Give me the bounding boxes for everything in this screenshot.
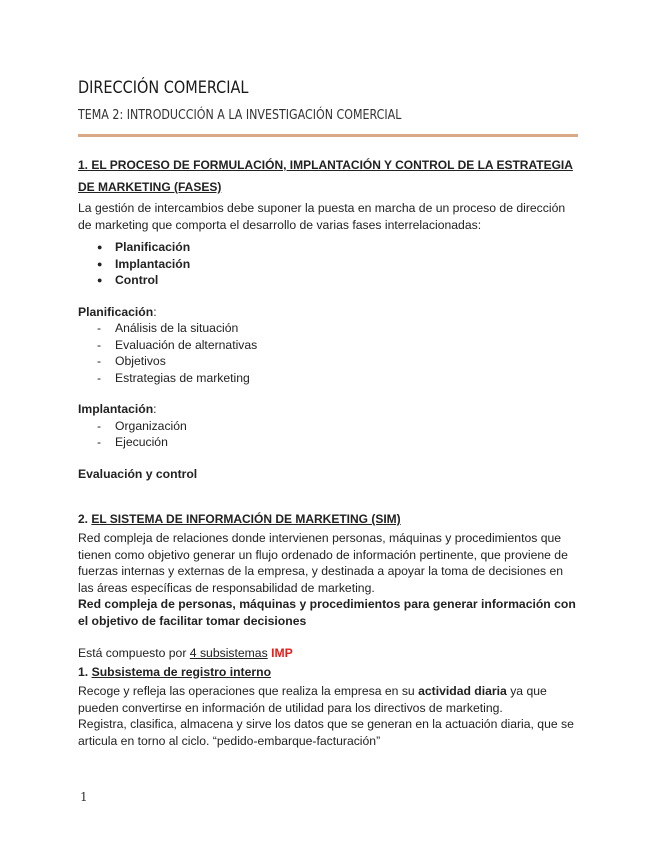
section-1-intro: La gestión de intercambios debe suponer la puesta en marcha de un proceso de dirección de marketing que comporta el desarrollo de varias fases interrelacionadas: [78,201,566,232]
document-subtitle: TEMA 2: INTRODUCCIÓN A LA INVESTIGACIÓN COMERCIAL [78,107,402,123]
document-body [78,154,578,749]
sim-definition: Red compleja de relaciones donde intervienen personas, máquinas y procedimientos que tienen como objetivo generar un flujo ordenado de información pertinente, que proviene de fuerzas internas y externas de la empresa, y destinada a apoyar la toma de decisiones en las áreas específicas de responsabilidad de marketing. [78,531,568,595]
implantacion-list [78,418,578,451]
subsystems-intro: Está compuesto por 4 subsistemas IMP [78,646,293,660]
document-title: DIRECCIÓN COMERCIAL [78,78,249,98]
list-item: - Análisis de la situación [78,320,578,337]
sim-summary: Red compleja de personas, máquinas y procedimientos para generar información con el objetivo de facilitar tomar decisiones [78,597,576,628]
section-1-heading: 1. EL PROCESO DE FORMULACIÓN, IMPLANTACIÓN Y CONTROL DE LA ESTRATEGIA DE MARKETING (FASES) [78,158,573,194]
list-item: - Estrategias de marketing [78,370,578,387]
subsystem-1-detail: Registra, clasifica, almacena y sirve los datos que se generan en la actuación diaria, que se articula en torno al ciclo. “pedido-embarque-facturación” [78,717,574,748]
planificacion-label: Planificación: [78,304,157,319]
list-item: - Ejecución [78,434,578,451]
page-number: 1 [80,790,88,804]
subsystem-1-heading: 1. Subsistema de registro interno [78,664,272,679]
header-divider [78,134,578,137]
phases-list [78,239,578,289]
list-item: ● Planificación [78,239,578,256]
list-item: - Evaluación de alternativas [78,337,578,354]
list-item: ● Implantación [78,256,578,273]
list-item: ● Control [78,272,578,289]
planificacion-list [78,320,578,386]
evaluacion-label: Evaluación y control [78,466,198,481]
section-2-heading: 2. EL SISTEMA DE INFORMACIÓN DE MARKETING (SIM) [78,512,401,526]
implantacion-label: Implantación: [78,402,157,416]
list-item: - Objetivos [78,353,578,370]
subsystem-1-text: Recoge y refleja las operaciones que realiza la empresa en su actividad diaria ya que pueden convertirse en información de utilidad para los directivos de marketing. [78,684,547,715]
list-item: - Organización [78,418,578,435]
